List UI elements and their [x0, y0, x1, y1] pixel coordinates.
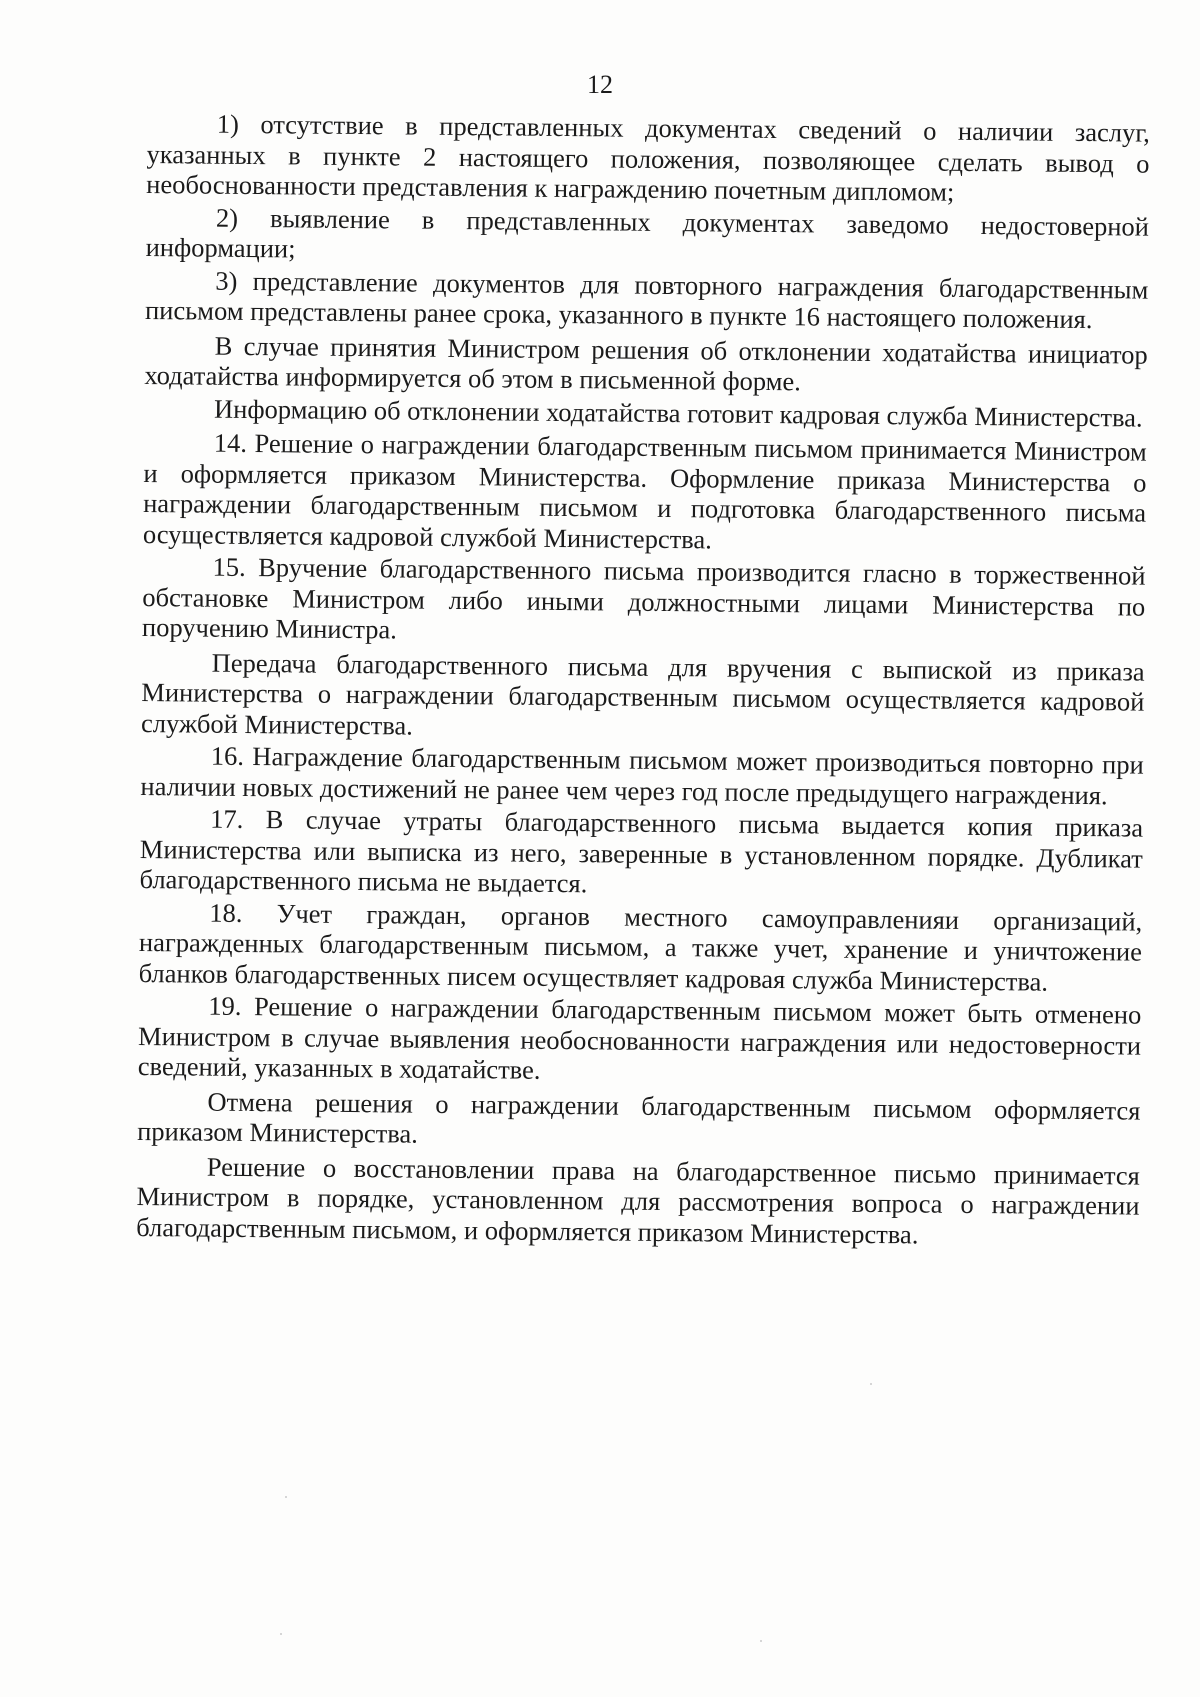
scan-speck — [870, 1383, 872, 1385]
paragraph-item-3: 3) представление документов для повторного награждения благодарственным письмом представлены ранее срока, указанного в пункте 16 настоящего положения. — [144, 265, 1149, 335]
paragraph-17: 17. В случае утраты благодарственного письма выдается копия приказа Министерства или выписка из него, заверенные в установленном порядке. Дубликат благодарственного письма не выдается. — [139, 803, 1144, 899]
paragraph-item-2: 2) выявление в представленных документах заведомо недостоверной информации; — [145, 202, 1150, 264]
paragraph-restoration: Решение о восстановлении права на благодарственное письмо принимается Министром в порядке, установленном для рассмотрения вопроса о награждении благодарственным письмом, и оформляется приказом Министерства. — [136, 1151, 1140, 1249]
paragraph-15: 15. Вручение благодарственного письма производится гласно в торжественной обстановке Министром либо иными должностными лицами Министерства по поручению Министра. — [141, 551, 1146, 645]
scan-speck — [280, 1633, 282, 1635]
paragraph-14: 14. Решение о награждении благодарственным письмом принимается Министром и оформляется приказом Министерства. Оформление приказа Министерства о награждении благодарственным письмом и подготовка благодарственного письма осуществляется кадровой службой Министерства. — [142, 427, 1147, 554]
paragraph-18: 18. Учет граждан, органов местного самоуправленияи организаций, награжденных благодарственным письмом, а также учет, хранение и уничтожение бланков благодарственных писем осуществляет кадровая служба Министерства. — [138, 897, 1143, 997]
paragraph-rejection-notice: В случае принятия Министром решения об отклонении ходатайства инициатор ходатайства информируется об этом в письменной форме. — [144, 330, 1148, 397]
scan-speck — [760, 1640, 762, 1642]
paragraph-16: 16. Награждение благодарственным письмом может производиться повторно при наличии новых достижений не ранее чем через год после предыдущего награждения. — [140, 740, 1144, 810]
paragraph-rejection-preparer: Информацию об отклонении ходатайства готовит кадровая служба Министерства. — [213, 393, 1143, 433]
scan-speck — [285, 1496, 287, 1498]
paragraph-item-1: 1) отсутствие в представленных документах сведений о наличии заслуг, указанных в пункте 2 настоящего положения, позволяющее сделать вывод о необоснованности представления к награждению почетным дипломом; — [146, 108, 1150, 207]
page-number: 12 — [587, 70, 613, 99]
paragraph-letter-transfer: Передача благодарственного письма для вручения с выпиской из приказа Министерства о награждении благодарственным письмом осуществляется кадровой службой Министерства. — [140, 647, 1145, 741]
paragraph-cancellation: Отмена решения о награждении благодарственным письмом оформляется приказом Министерства. — [137, 1086, 1141, 1149]
document-body — [136, 108, 1150, 1254]
paragraph-19: 19. Решение о награждении благодарственным письмом может быть отменено Министром в случае выявления необоснованности награждения или недостоверности сведений, указанных в ходатайстве. — [137, 990, 1142, 1085]
